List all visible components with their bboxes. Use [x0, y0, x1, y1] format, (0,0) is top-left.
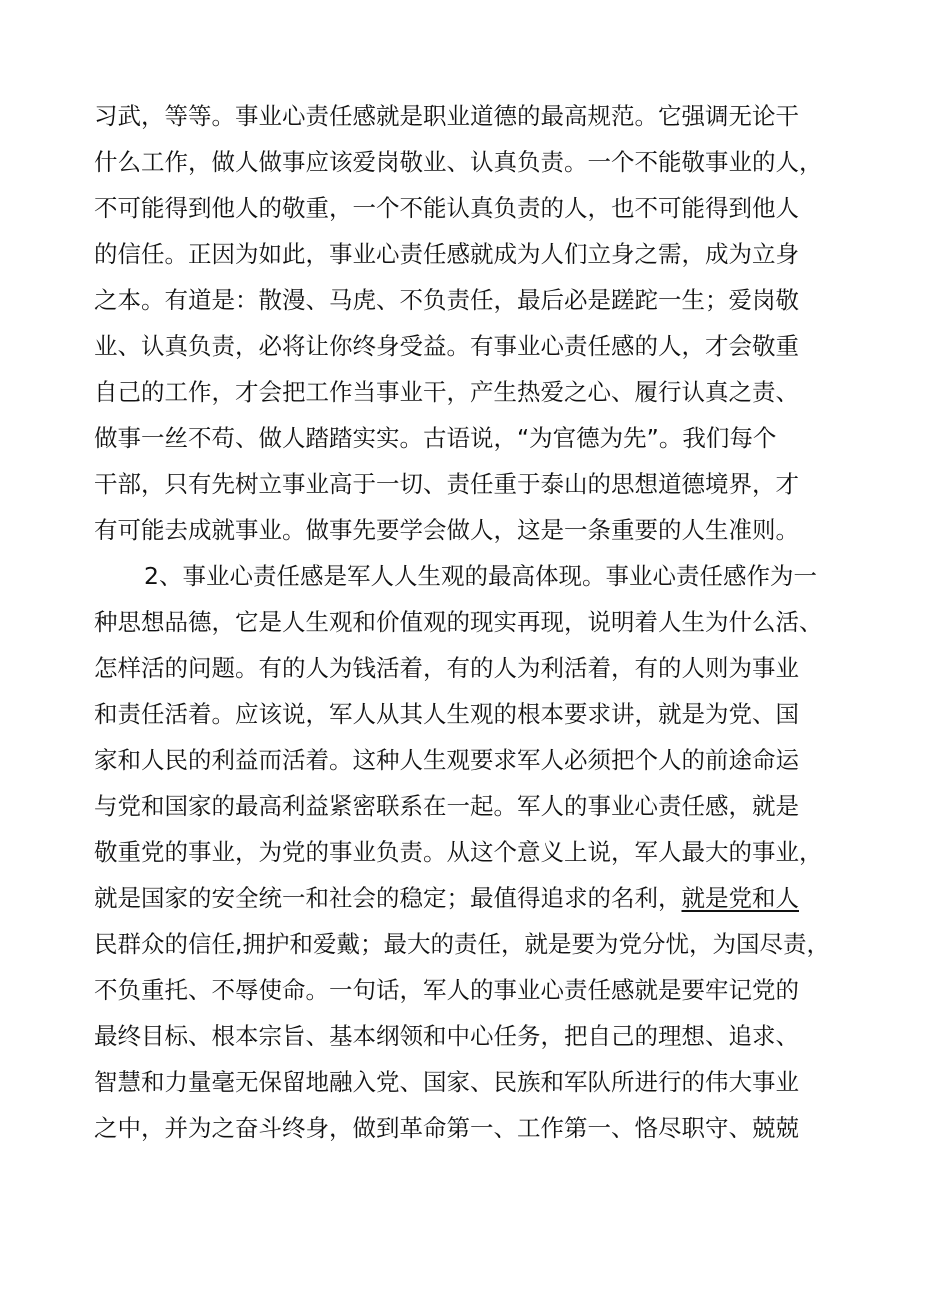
- text-line: 敬重党的事业，为党的事业负责。从这个意义上说，军人最大的事业，: [94, 838, 823, 866]
- text-line: 自己的工作，才会把工作当事业干，产生热爱之心、履行认真之责、: [94, 378, 799, 406]
- text-line: 家和人民的利益而活着。这种人生观要求军人必须把个人的前途命运: [94, 746, 799, 774]
- text-line: 最终目标、根本宗旨、基本纲领和中心任务，把自己的理想、追求、: [94, 1022, 799, 1050]
- text-line: 业、认真负责，必将让你终身受益。有事业心责任感的人，才会敬重: [94, 332, 799, 360]
- text-line: 干部，只有先树立事业高于一切、责任重于泰山的思想道德境界，才: [94, 470, 799, 498]
- text-line: 什么工作，做人做事应该爱岗敬业、认真负责。一个不能敬事业的人，: [94, 148, 823, 176]
- underlined-text: 就是党和人: [681, 884, 799, 912]
- text-line: 之本。有道是：散漫、马虎、不负责任，最后必是蹉跎一生；爱岗敬: [94, 286, 799, 314]
- text-line: 有可能去成就事业。做事先要学会做人，这是一条重要的人生准则。: [94, 516, 799, 544]
- text-line: 和责任活着。应该说，军人从其人生观的根本要求讲，就是为党、国: [94, 700, 799, 728]
- text-line: 种思想品德，它是人生观和价值观的现实再现，说明着人生为什么活、: [94, 608, 823, 636]
- text-line: 就是国家的安全统一和社会的稳定；最值得追求的名利，就是党和人: [94, 884, 799, 912]
- text-line: 与党和国家的最高利益紧密联系在一起。军人的事业心责任感，就是: [94, 792, 799, 820]
- text-line: 习武，等等。事业心责任感就是职业道德的最高规范。它强调无论干: [94, 102, 799, 130]
- text-line: 智慧和力量毫无保留地融入党、国家、民族和军队所进行的伟大事业: [94, 1068, 799, 1096]
- paragraph-first-line: 2、事业心责任感是军人人生观的最高体现。事业心责任感作为一: [144, 562, 817, 590]
- text-line: 之中，并为之奋斗终身，做到革命第一、工作第一、恪尽职守、兢兢: [94, 1114, 799, 1142]
- text-line: 做事一丝不苟、做人踏踏实实。古语说，“为官德为先”。我们每个: [94, 424, 777, 452]
- text-line: 民群众的信任,拥护和爱戴；最大的责任，就是要为党分忧，为国尽责，: [94, 930, 830, 958]
- text-line: 的信任。正因为如此，事业心责任感就成为人们立身之需，成为立身: [94, 240, 799, 268]
- text-line: 不负重托、不辱使命。一句话，军人的事业心责任感就是要牢记党的: [94, 976, 799, 1004]
- text-line: 不可能得到他人的敬重，一个不能认真负责的人，也不可能得到他人: [94, 194, 799, 222]
- text-line: 怎样活的问题。有的人为钱活着，有的人为利活着，有的人则为事业: [94, 654, 799, 682]
